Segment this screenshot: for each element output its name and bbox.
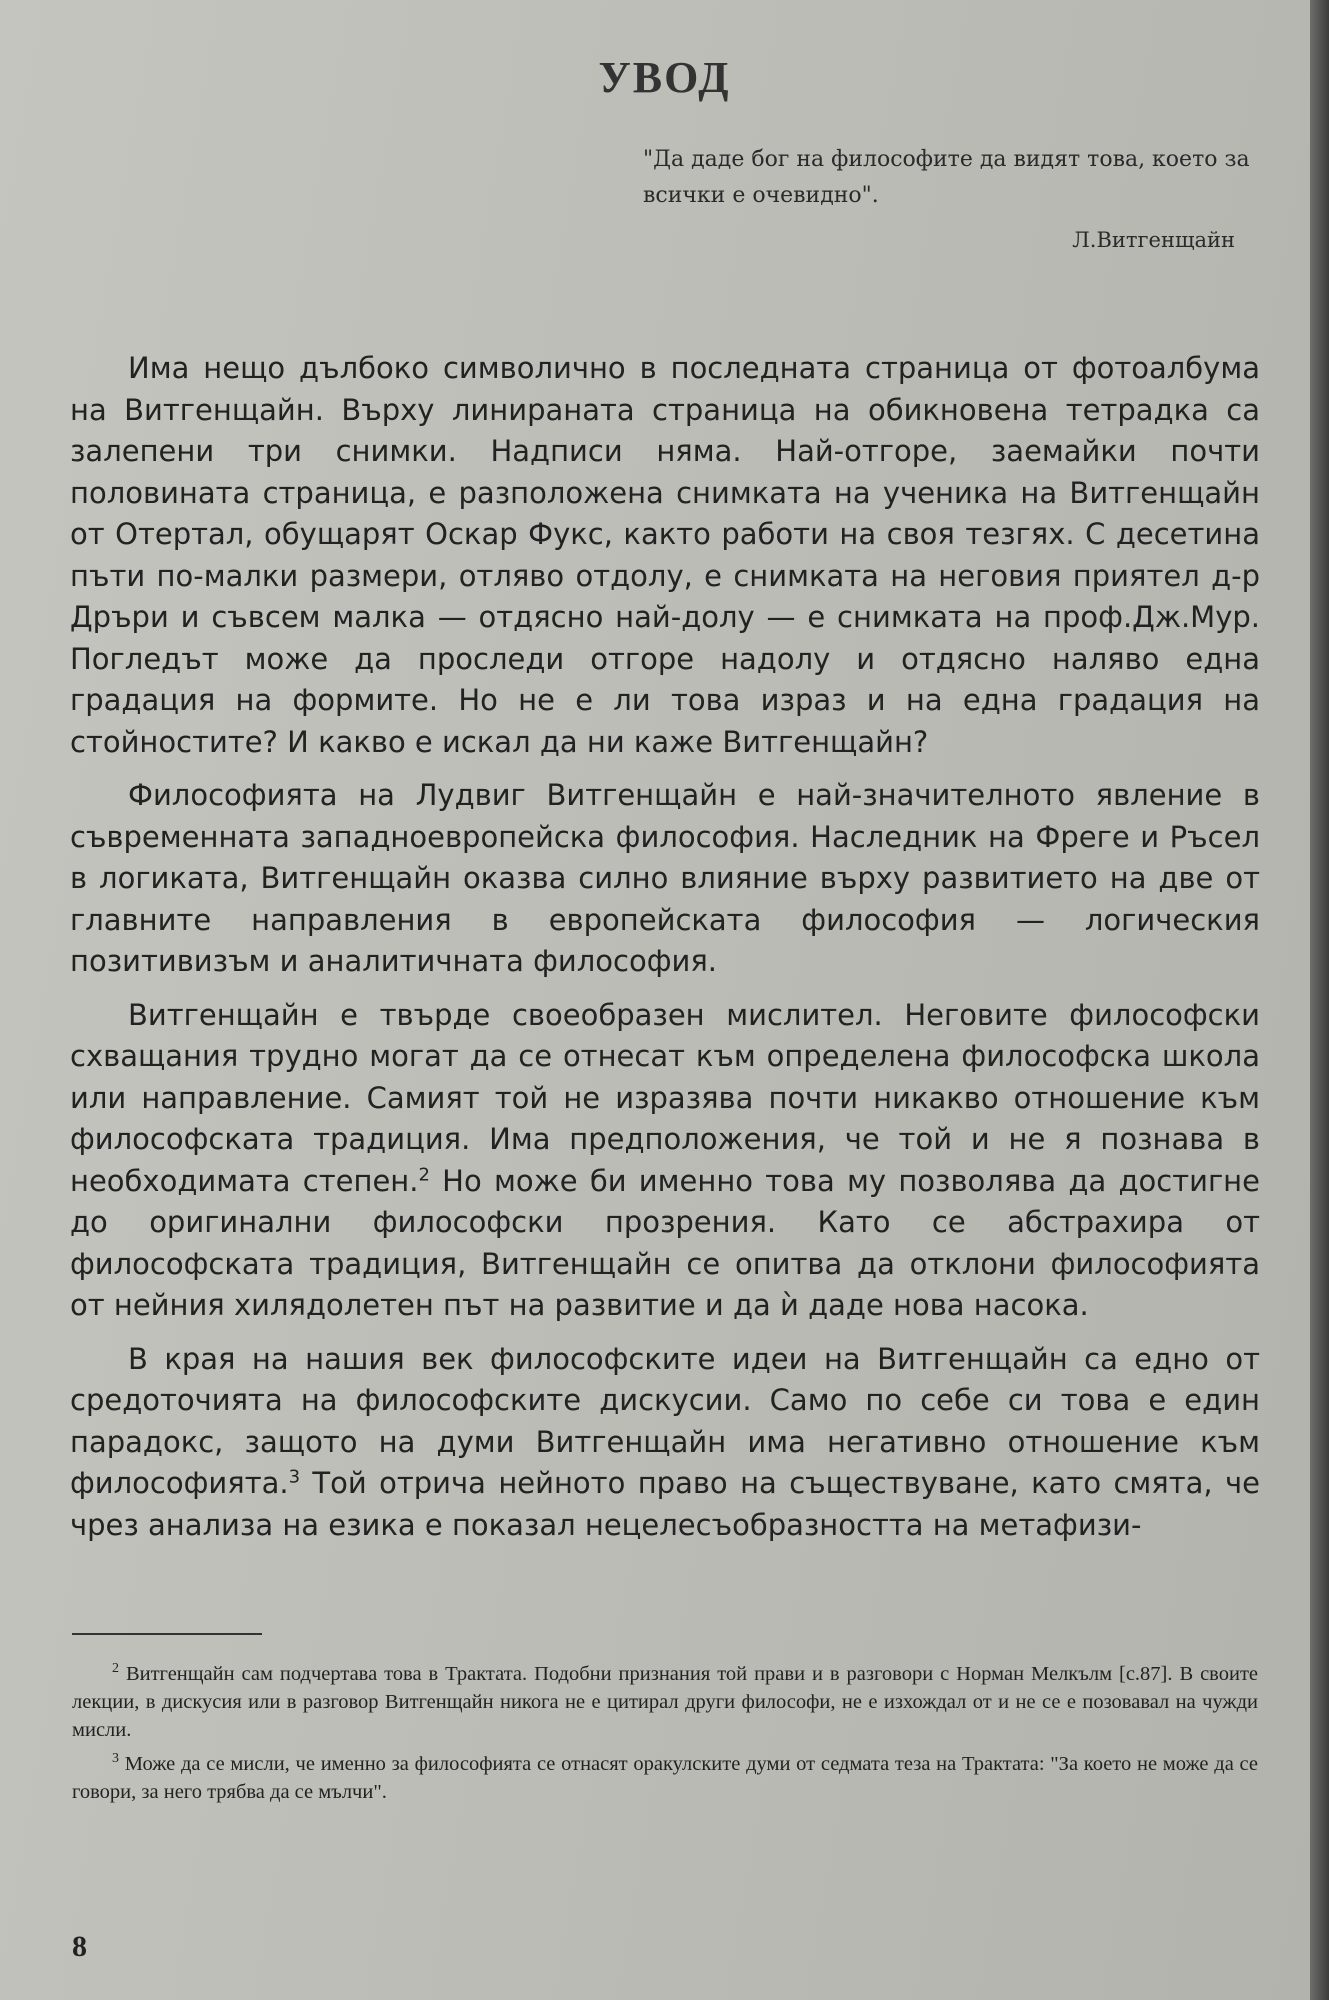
paragraph-3-text-a: Витгенщайн е твърде своеобразен мислител. Неговите философски схващания трудно могат да се отнесат към определена философска школа или направление. Самият той не изразява почти никакво отношение към философската традиция. Има предположения, че той и не я познава в необходимата степен. [70,997,1260,1198]
footnotes [72,1660,1258,1812]
epigraph-quote: "Да даде бог на философите да видят това, което за всички е очевидно". [643,147,1250,208]
paragraph-4-text-a: В края на нашия век философските идеи на Витгенщайн са едно от средоточията на философските дискусии. Само по себе си това е един парадокс, защото на думи Витгенщайн има негативно отношение към философията. [70,1341,1260,1500]
footnote-2 [72,1660,1258,1744]
footnote-2-text: Витгенщайн сам подчертава това в Трактата. Подобни признания той прави и в разговори с Норман Мелкълм [с.87]. В своите лекции, в дискусия или в разговор Витгенщайн никога не е цитирал други философи, не е изхождал от и не се е позовавал на чужди мисли. [72,1663,1258,1741]
paragraph-3-text-b: Но може би именно това му позволява да достигне до оригинални философски прозрения. Като се абстрахира от философската традиция, Витгенщайн се опитва да отклони философията от нейния хилядолетен път на развитие и да ѝ даде нова насока. [70,1163,1260,1322]
footnote-3 [72,1750,1258,1806]
paragraph-4-text-b: Той отрича нейното право на съществуване, като смята, че чрез анализа на езика е показал нецелесъобразността на метафизи- [70,1466,1260,1542]
footnote-ref-2[interactable]: 2 [418,1163,430,1185]
footnote-divider [72,1633,262,1635]
paragraph-4 [70,1339,1260,1547]
page-number: 8 [72,1930,87,1963]
footnote-2-number: 2 [112,1661,119,1677]
chapter-title: УВОД [598,53,731,102]
footnote-ref-3[interactable]: 3 [288,1466,301,1488]
body-text [70,348,1260,1558]
page-edge-shadow [1310,0,1329,2000]
footnote-3-number: 3 [112,1751,119,1767]
epigraph-author: Л.Витгенщайн [1072,228,1235,252]
paragraph-2: Философията на Лудвиг Витгенщайн е най-значителното явление в съвременната западноевропейска философия. Наследник на Фреге и Ръсел в логиката, Витгенщайн оказва силно влияние върху развитието на две от главните направления в европейската философия — логическия позитивизъм и аналитичната философия. [70,778,1260,978]
paragraph-1: Има нещо дълбоко символично в последната страница от фотоалбума на Витгенщайн. Върху линираната страница на обикновена тетрадка са залепени три снимки. Надписи няма. Най-отгоре, заемайки почти половината страница, е разположена снимката на ученика на Витгенщайн от Отертал, обущарят Оскар Фукс, както работи на своя тезгях. С десетина пъти по-малки размери, отляво отдолу, е снимката на неговия приятел д-р Дръри и съвсем малка — отдясно най-долу — е снимката на проф.Дж.Мур. Погледът може да проследи отгоре надолу и отдясно наляво една градация на формите. Но не е ли това израз и на една градация на стойностите? И какво е искал да ни каже Витгенщайн? [70,351,1260,759]
footnote-3-text: Може да се мисли, че именно за философията се отнасят оракулските думи от седмата теза на Трактата: "За което не може да се говори, за него трябва да се мълчи". [72,1753,1258,1803]
paragraph-3 [70,995,1260,1327]
